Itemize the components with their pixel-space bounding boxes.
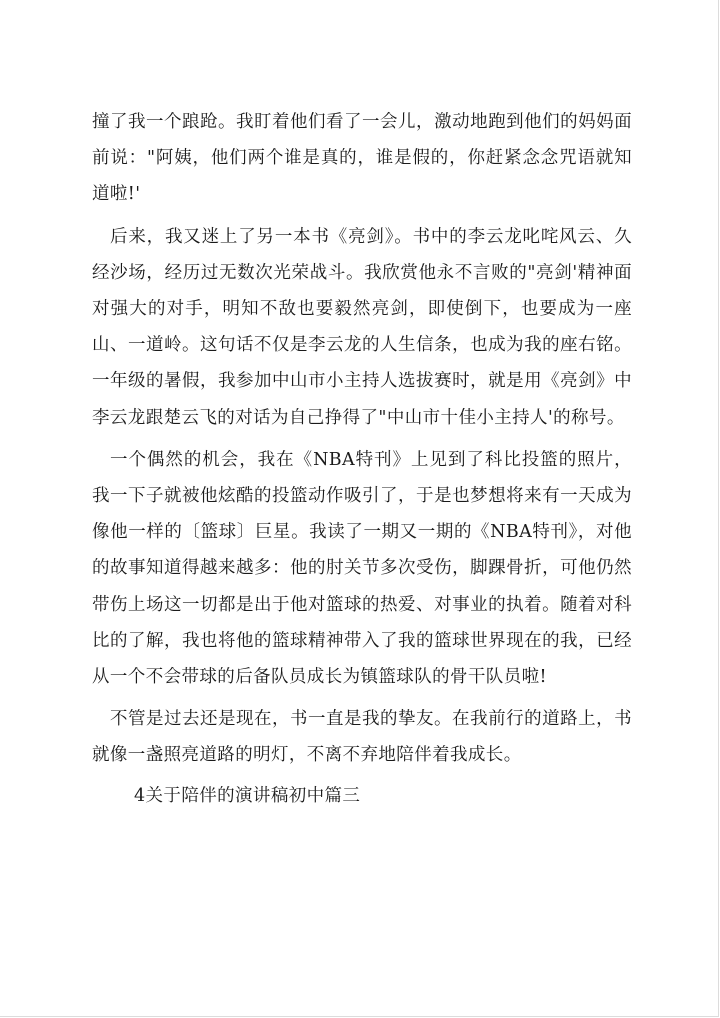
paragraph-1: 撞了我一个踉跄。我盯着他们看了一会儿，激动地跑到他们的妈妈面前说："阿姨，他们两个谁是真的，谁是假的，你赶紧念念咒语就知道啦!' [92,112,632,205]
section-heading: 4关于陪伴的演讲稿初中篇三 [134,785,361,806]
paragraph-3: 一个偶然的机会，我在《NBA特刊》上见到了科比投篮的照片，我一下子就被他炫酷的投篮动作吸引了，于是也梦想将来有一天成为像他一样的〔篮球〕巨星。我读了一期又一期的《NBA特刊》，对他的故事知道得越来越多：他的肘关节多次受伤，脚踝骨折，可他仍然带伤上场这一切都是出于他对篮球的热爱、对事业的执着。随着对科比的了解，我也将他的篮球精神带入了我的篮球世界现在的我，已经从一个不会带球的后备队员成长为镇篮球队的骨干队员啦! [92,449,632,688]
paragraph-2: 后来，我又迷上了另一本书《亮剑》。书中的李云龙叱咤风云、久经沙场，经历过无数次光荣战斗。我欣赏他永不言败的"亮剑'精神面对强大的对手，明知不敌也要毅然亮剑，即使倒下，也要成为一座山、一道岭。这句话不仅是李云龙的人生信条，也成为我的座右铭。一年级的暑假，我参加中山市小主持人选拔赛时，就是用《亮剑》中李云龙跟楚云飞的对话为自己挣得了"中山市十佳小主持人'的称号。 [92,226,632,428]
document-body [92,104,632,814]
paragraph-4: 不管是过去还是现在，书一直是我的挚友。在我前行的道路上，书就像一盏照亮道路的明灯，不离不弃地陪伴着我成长。 [92,709,632,766]
